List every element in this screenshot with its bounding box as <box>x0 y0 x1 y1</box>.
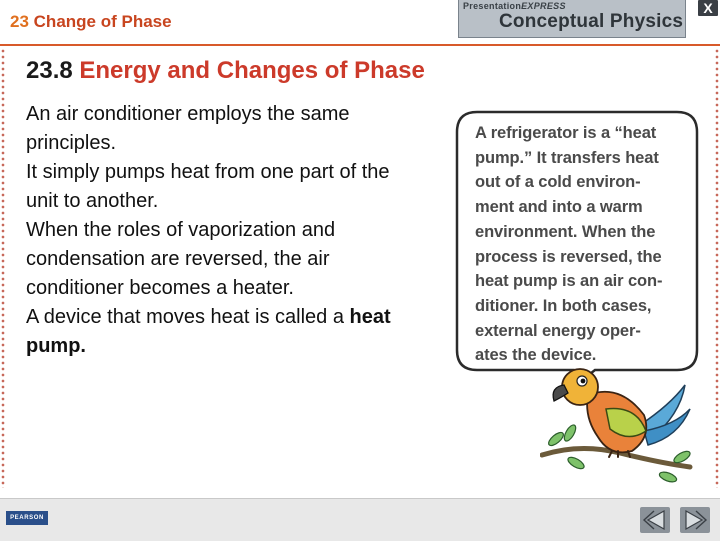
section-number: 23.8 <box>26 57 73 84</box>
body-paragraph: An air conditioner employs the same principles. <box>26 103 350 154</box>
callout-line: ditioner. In both cases, <box>475 296 652 315</box>
callout-line: process is reversed, the <box>475 247 662 266</box>
callout-line: pump.” It transfers heat <box>475 148 659 167</box>
header-divider <box>0 44 720 46</box>
callout-line: out of a cold environ- <box>475 173 641 192</box>
chapter-number: 23 <box>10 12 29 31</box>
callout-line: A refrigerator is a “heat <box>475 124 657 142</box>
callout-line: ment and into a warm <box>475 198 643 217</box>
chapter-title: Change of Phase <box>33 12 172 31</box>
brand-small-text <box>463 1 566 11</box>
chapter-heading <box>10 12 172 32</box>
body-paragraph: When the roles of vaporization and condensation are reversed, the air conditioner becomes a heater. <box>26 219 336 299</box>
close-button[interactable]: X <box>698 0 718 16</box>
callout-line: external energy oper- <box>475 321 641 340</box>
callout-line: heat pump is an air con- <box>475 272 663 291</box>
slide-header <box>0 0 720 48</box>
callout-line: ates the device. <box>475 346 597 365</box>
section-title: Energy and Changes of Phase <box>79 57 425 84</box>
callout-text <box>475 121 697 368</box>
brand-small-bold: EXPRESS <box>521 1 566 11</box>
brand-large-text: Conceptual Physics <box>499 11 684 32</box>
left-dotted-border <box>1 48 5 488</box>
bold-term: heat pump. <box>26 306 391 357</box>
body-paragraph-last <box>26 303 426 361</box>
next-arrow-icon <box>680 507 710 533</box>
prev-slide-button[interactable] <box>640 507 670 533</box>
callout-line: environment. When the <box>475 222 656 241</box>
slide-title <box>26 57 425 85</box>
right-dotted-border <box>715 48 719 488</box>
prev-arrow-icon <box>640 507 670 533</box>
body-paragraph: It simply pumps heat from one part of the unit to another. <box>26 161 390 212</box>
parrot-illustration <box>540 365 700 490</box>
pearson-logo: PEARSON <box>6 511 48 525</box>
slide-body <box>26 100 426 361</box>
next-slide-button[interactable] <box>680 507 710 533</box>
slide-footer <box>0 498 720 541</box>
brand-small-prefix: Presentation <box>463 1 522 11</box>
body-paragraph-text: A device that moves heat is called a <box>26 306 344 328</box>
brand-logo <box>458 0 686 38</box>
